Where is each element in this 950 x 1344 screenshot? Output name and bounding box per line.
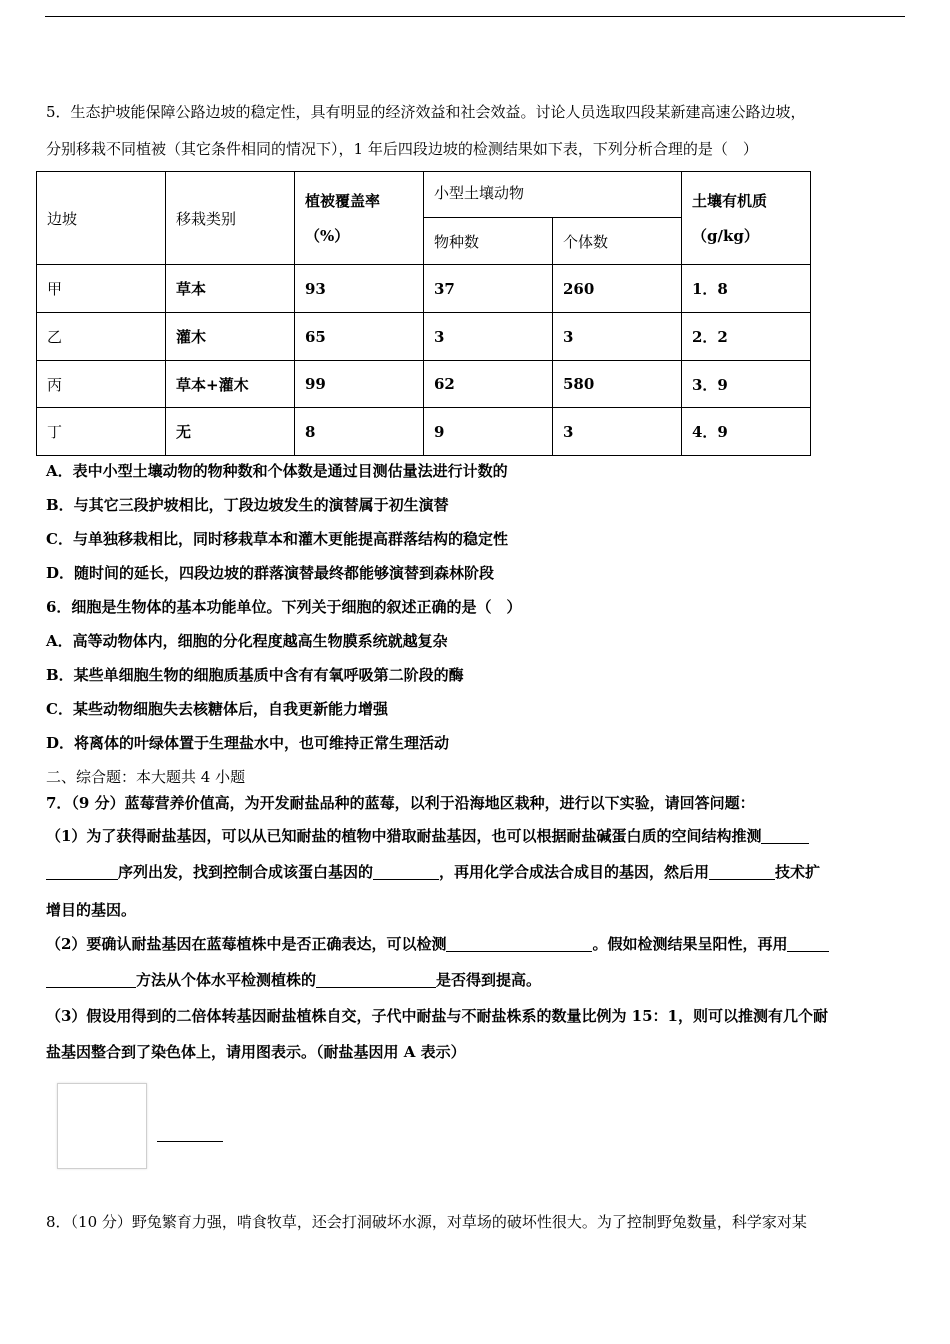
answer-blank-2[interactable]: [373, 864, 439, 880]
q7-p1-text-e: 增目的基因。: [46, 901, 137, 919]
answer-blank-6[interactable]: [316, 972, 436, 988]
q5-option-c: C．与单独移栽相比，同时移栽草本和灌木更能提高群落结构的稳定性: [46, 530, 508, 548]
header-slope: 边坡: [37, 172, 166, 265]
cell-species: 37: [424, 265, 553, 313]
q7-p1-text-a: （1）为了获得耐盐基因，可以从已知耐盐的植物中猎取耐盐基因，也可以根据耐盐碱蛋白质的空间结构推测: [46, 827, 762, 845]
header-coverage-line1: 植被覆盖率: [305, 192, 381, 210]
header-individuals: 个体数: [553, 218, 682, 265]
cell-individuals: 3: [553, 408, 682, 456]
q7-p2-text-c: 方法从个体水平检测植株的: [136, 971, 317, 989]
header-organic: [682, 172, 811, 265]
header-coverage: [295, 172, 424, 265]
table-row: [37, 265, 811, 313]
cell-slope: 甲: [37, 265, 166, 313]
cell-individuals: 260: [553, 265, 682, 313]
q7-p1-line2: [46, 862, 820, 882]
q7-p2-text-d: 是否得到提高。: [436, 971, 542, 989]
figure-answer-blank[interactable]: [157, 1141, 223, 1142]
header-animals: 小型土壤动物: [424, 172, 682, 218]
q7-p2-text-b: 。假如检测结果呈阳性，再用: [592, 935, 788, 953]
q7-p1-line1: [46, 826, 809, 846]
cell-individuals: 580: [553, 361, 682, 408]
q5-data-table: [36, 171, 811, 456]
q7-p1-text-c: ，再用化学合成法合成目的基因，然后用: [439, 863, 710, 881]
cell-type: 草本+灌木: [166, 361, 295, 408]
cell-coverage: 8: [295, 408, 424, 456]
q8-stem: 8．（10 分）野兔繁育力强，啃食牧草，还会打洞破坏水源，对草场的破坏性很大。为了控制野兔数量，科学家对某: [46, 1213, 807, 1231]
cell-organic: 2．2: [682, 313, 811, 361]
q7-p3-line1: （3）假设用得到的二倍体转基因耐盐植株自交，子代中耐盐与不耐盐株系的数量比例为 15：1，则可以推测有几个耐: [46, 1007, 828, 1025]
answer-blank-4[interactable]: [446, 936, 592, 952]
chromosome-figure-box: [57, 1083, 147, 1169]
q5-option-a: A．表中小型土壤动物的物种数和个体数是通过目测估量法进行计数的: [46, 462, 508, 480]
section2-title: 二、综合题：本大题共 4 小题: [46, 768, 246, 786]
cell-coverage: 93: [295, 265, 424, 313]
cell-species: 3: [424, 313, 553, 361]
cell-species: 9: [424, 408, 553, 456]
q6-option-d: D．将离体的叶绿体置于生理盐水中，也可维持正常生理活动: [46, 734, 450, 752]
cell-coverage: 99: [295, 361, 424, 408]
q7-p2-line2: [46, 970, 541, 990]
cell-type: 灌木: [166, 313, 295, 361]
cell-type: 无: [166, 408, 295, 456]
answer-blank-3[interactable]: [709, 864, 775, 880]
table-row: [37, 408, 811, 456]
q5-option-d: D．随时间的延长，四段边坡的群落演替最终都能够演替到森林阶段: [46, 564, 495, 582]
answer-blank-5a[interactable]: [787, 936, 829, 952]
q7-p2-line1: [46, 934, 829, 954]
answer-blank-5b[interactable]: [46, 972, 136, 988]
cell-slope: 丙: [37, 361, 166, 408]
cell-slope: 丁: [37, 408, 166, 456]
table-row: [37, 313, 811, 361]
cell-organic: 3．9: [682, 361, 811, 408]
q6-option-c: C．某些动物细胞失去核糖体后，自我更新能力增强: [46, 700, 388, 718]
q7-p1-text-b: 序列出发，找到控制合成该蛋白基因的: [118, 863, 374, 881]
q7-p3-line2: 盐基因整合到了染色体上，请用图表示。（耐盐基因用 A 表示）: [46, 1043, 466, 1061]
q5-stem-line1: 5．生态护坡能保障公路边坡的稳定性，具有明显的经济效益和社会效益。讨论人员选取四段某新建高速公路边坡，: [46, 103, 806, 121]
header-rule: [45, 16, 905, 17]
table-row: [37, 361, 811, 408]
cell-type: 草本: [166, 265, 295, 313]
header-organic-line2: （g/kg）: [692, 227, 759, 245]
cell-coverage: 65: [295, 313, 424, 361]
q7-stem: 7．（9 分）蓝莓营养价值高，为开发耐盐品种的蓝莓，以利于沿海地区栽种，进行以下实验，请回答问题：: [46, 794, 755, 812]
header-coverage-line2: （%）: [305, 227, 350, 245]
answer-blank-1a[interactable]: [761, 828, 809, 844]
header-plant-type: 移栽类别: [166, 172, 295, 265]
q6-option-a: A．高等动物体内，细胞的分化程度越高生物膜系统就越复杂: [46, 632, 448, 650]
cell-organic: 1．8: [682, 265, 811, 313]
answer-blank-1b[interactable]: [46, 864, 118, 880]
q7-p2-text-a: （2）要确认耐盐基因在蓝莓植株中是否正确表达，可以检测: [46, 935, 447, 953]
cell-slope: 乙: [37, 313, 166, 361]
q5-stem-line2: 分别移栽不同植被（其它条件相同的情况下），1 年后四段边坡的检测结果如下表，下列分析合理的是（ ）: [46, 140, 758, 158]
cell-individuals: 3: [553, 313, 682, 361]
cell-species: 62: [424, 361, 553, 408]
header-organic-line1: 土壤有机质: [692, 192, 768, 210]
q7-p1-text-d: 技术扩: [775, 863, 821, 881]
q5-option-b: B．与其它三段护坡相比，丁段边坡发生的演替属于初生演替: [46, 496, 449, 514]
q6-stem: 6．细胞是生物体的基本功能单位。下列关于细胞的叙述正确的是（ ）: [46, 598, 522, 616]
q6-option-b: B．某些单细胞生物的细胞质基质中含有有氧呼吸第二阶段的酶: [46, 666, 464, 684]
header-species: 物种数: [424, 218, 553, 265]
cell-organic: 4．9: [682, 408, 811, 456]
